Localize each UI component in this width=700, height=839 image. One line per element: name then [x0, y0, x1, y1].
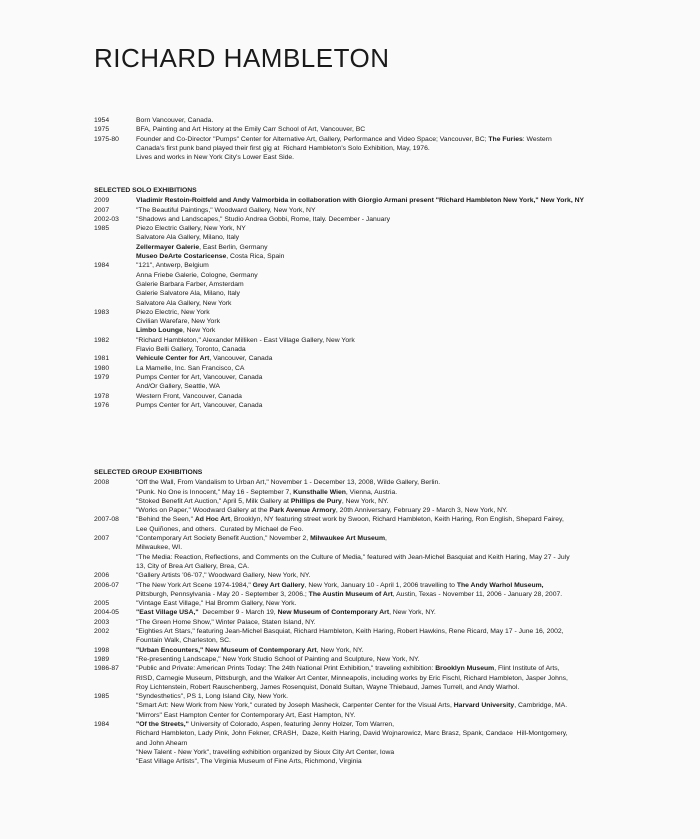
- entry-row: [94, 655, 684, 664]
- entry-text-part: Anna Friebe Galerie, Cologne, Germany: [136, 271, 258, 279]
- entry-text-bold: Vehicule Center for Art: [136, 355, 210, 363]
- entry-row: [94, 590, 684, 599]
- entry-row: [94, 382, 684, 391]
- entry-year: 1982: [94, 336, 110, 344]
- entry-text-part: Lives and works in New York City's Lower East Side.: [136, 154, 295, 162]
- entry-year: [94, 243, 136, 252]
- entry-row: [94, 562, 684, 571]
- entry-text-part: December 9 - March 19,: [198, 609, 278, 617]
- entry-text-part: , Costa Rica, Spain: [226, 253, 285, 261]
- entry-text-part: Founder and Co-Director "Pumps" Center for Alternative Art, Gallery, Performance and Video Space; Vancouver, BC;: [136, 135, 489, 143]
- entry-text-part: Galerie Salvatore Ala, Milano, Italy: [136, 290, 240, 298]
- entry-year: 1975: [94, 126, 110, 134]
- entry-year: [94, 757, 136, 766]
- entry-year: [94, 562, 136, 571]
- entry-text: [136, 224, 684, 233]
- entry-text-part: , Flint Institute of Arts,: [494, 665, 560, 673]
- entry-text: [136, 382, 684, 391]
- entry-year: [94, 280, 136, 289]
- entry-row: [94, 308, 684, 317]
- entry-text: [136, 553, 684, 562]
- entry-row: [94, 206, 684, 215]
- entry-text: [136, 720, 684, 729]
- entry-row: [94, 233, 684, 242]
- entry-row: [94, 618, 684, 627]
- entry-text: [136, 739, 684, 748]
- entry-text: [136, 562, 684, 571]
- entry-row: [94, 729, 684, 738]
- entry-text: [136, 674, 684, 683]
- entry-text: [136, 392, 684, 401]
- entry-row: [94, 125, 684, 134]
- entry-text-part: "Stoked Benefit Art Auction," April 5, Milk Gallery at: [136, 497, 291, 505]
- entry-text: [136, 748, 684, 757]
- entry-text-part: "Richard Hambleton," Alexander Milliken - East Village Gallery, New York: [136, 336, 355, 344]
- entry-year: [94, 488, 136, 497]
- entry-text-bold: Brooklyn Museum: [435, 665, 495, 673]
- entry-year: [94, 299, 136, 308]
- entry-year: [94, 271, 136, 280]
- entry-row: [94, 506, 684, 515]
- entry-year: 2006-07: [94, 581, 119, 589]
- entry-row: [94, 664, 684, 673]
- entry-row: [94, 692, 684, 701]
- entry-text-part: Pittsburgh, Pennsylvania - May 20 - September 3, 2006.;: [136, 590, 309, 598]
- entry-text: [136, 515, 684, 524]
- entry-text-part: BFA, Painting and Art History at the Emily Carr School of Art, Vancouver, BC: [136, 126, 366, 134]
- entry-text-part: "East Village Artists", The Virginia Museum of Fine Arts, Richmond, Virginia: [136, 758, 362, 766]
- entry-text: [136, 757, 684, 766]
- entry-year: [94, 729, 136, 738]
- entry-text: [136, 299, 684, 308]
- entry-year: [94, 674, 136, 683]
- entry-text: [136, 233, 684, 242]
- entry-text: [136, 364, 684, 373]
- entry-text: [136, 215, 684, 224]
- entry-text-part: , Austin, Texas - November 11, 2006 - January 28, 2007.: [392, 590, 563, 598]
- entry-text: [136, 543, 684, 552]
- entry-year: [94, 233, 136, 242]
- entry-year: 1976: [94, 401, 110, 409]
- entry-row: [94, 599, 684, 608]
- entry-text-part: "121", Antwerp, Belgium: [136, 262, 209, 270]
- entry-row: [94, 571, 684, 580]
- entry-year: 2002: [94, 628, 110, 636]
- entry-year: [94, 711, 136, 720]
- entry-row: [94, 373, 684, 382]
- entry-year: 2007: [94, 535, 110, 543]
- entry-text: [136, 488, 684, 497]
- entry-text: [136, 701, 684, 710]
- entry-year: [94, 748, 136, 757]
- entry-text-bold: Zellermayer Galerie: [136, 243, 200, 251]
- entry-text-bold: Ad Hoc Art: [194, 516, 231, 524]
- entry-row: [94, 534, 684, 543]
- entry-text: [136, 506, 684, 515]
- entry-text: [136, 581, 684, 590]
- entry-year: 1984: [94, 721, 110, 729]
- entry-text: [136, 308, 684, 317]
- entry-row: [94, 739, 684, 748]
- entry-text: [136, 125, 684, 134]
- entry-year: [94, 317, 136, 326]
- entry-text-part: Pumps Center for Art, Vancouver, Canada: [136, 401, 263, 409]
- entry-text-part: "Behind the Seen,": [136, 516, 195, 524]
- entry-year: 1983: [94, 308, 110, 316]
- entry-year: 1989: [94, 655, 110, 663]
- entry-year: [94, 497, 136, 506]
- entry-text-part: Piezo Electric Gallery, New York, NY: [136, 225, 246, 233]
- entry-text: [136, 401, 684, 410]
- entry-text-part: "Syndesthetics", PS 1, Long Island City, New York.: [136, 693, 289, 701]
- entry-text: [136, 534, 684, 543]
- entry-year: 2005: [94, 600, 110, 608]
- entry-text-bold: Kunsthalle Wien: [293, 488, 346, 496]
- entry-row: [94, 683, 684, 692]
- entry-year: 1984: [94, 262, 110, 270]
- entry-text-part: Western Front, Vancouver, Canada: [136, 392, 242, 400]
- entry-text-part: , New York: [182, 327, 216, 335]
- entry-text-bold: Phillips de Pury: [290, 497, 342, 505]
- entry-year: [94, 590, 136, 599]
- entry-text-part: La Mamelle, Inc. San Francisco, CA: [136, 364, 245, 372]
- entry-year: [94, 683, 136, 692]
- entry-text: [136, 373, 684, 382]
- entry-text-part: "Vintage East Village," Hal Bromm Gallery, New York.: [136, 600, 297, 608]
- entry-text-part: "The New York Art Scene 1974-1984,": [136, 581, 253, 589]
- entry-row: [94, 748, 684, 757]
- entry-text: [136, 354, 684, 363]
- entry-year: [94, 144, 136, 153]
- entry-row: [94, 711, 684, 720]
- entry-text-part: "Gallery Artists '06-'07," Woodward Gallery, New York, NY.: [136, 572, 311, 580]
- entry-text: [136, 636, 684, 645]
- entry-text-bold: New Museum of Contemporary Art: [205, 646, 317, 654]
- entry-text: [136, 336, 684, 345]
- entry-year: 1981: [94, 355, 110, 363]
- entry-text: [136, 711, 684, 720]
- entry-row: [94, 299, 684, 308]
- entry-text: [136, 729, 684, 738]
- entry-text-part: "The Green Home Show," Winter Palace, Staten Island, NY.: [136, 618, 316, 626]
- entry-year: [94, 345, 136, 354]
- entry-year: [94, 636, 136, 645]
- entry-row: [94, 608, 684, 617]
- entry-text-part: , 20th Anniversary, February 29 - March 3, New York, NY.: [335, 507, 508, 515]
- entry-text-part: "Smart Art: New Work from New York," curated by Joseph Masheck, Carpenter Center for the Visual Arts,: [136, 702, 454, 710]
- entry-text: [136, 243, 684, 252]
- entry-year: 2008: [94, 479, 110, 487]
- entry-row: [94, 581, 684, 590]
- entry-text-bold: Museo DeArte Costaricense: [136, 253, 227, 261]
- entry-text-part: : Western: [522, 135, 552, 143]
- entry-year: 1998: [94, 646, 110, 654]
- solo-exhibitions-heading: SELECTED SOLO EXHIBITIONS: [94, 187, 197, 194]
- entry-text: [136, 664, 684, 673]
- entry-year: 1986-87: [94, 665, 119, 673]
- entry-row: [94, 280, 684, 289]
- entry-year: [94, 553, 136, 562]
- entry-text: [136, 608, 684, 617]
- entry-text-part: Canada's first punk band played their first gig at Richard Hambleton's Solo Exhibition, May, 1976.: [136, 144, 430, 152]
- entry-text-part: "Public and Private: American Prints Today: The 24th National Print Exhibition," traveling exhibition:: [136, 665, 436, 673]
- entry-text-bold: "East Village USA,": [136, 609, 199, 617]
- entry-text-part: , New York, NY.: [341, 497, 389, 505]
- entry-year: [94, 701, 136, 710]
- entry-text-part: , East Berlin, Germany: [199, 243, 268, 251]
- entry-row: [94, 364, 684, 373]
- group-exhibitions-section: [94, 468, 684, 767]
- entry-text: [136, 646, 684, 655]
- entry-text-part: , New York, NY.: [316, 646, 364, 654]
- entry-text: [136, 317, 684, 326]
- entry-year: [94, 543, 136, 552]
- entry-text-bold: The Furies: [488, 135, 523, 143]
- entry-year: [94, 382, 136, 391]
- entry-row: [94, 144, 684, 153]
- entry-row: [94, 317, 684, 326]
- entry-year: 1985: [94, 693, 110, 701]
- entry-text: [136, 571, 684, 580]
- entry-year: 1954: [94, 117, 110, 124]
- entry-row: [94, 478, 684, 487]
- entry-year: 1979: [94, 373, 110, 381]
- entry-year: 1980: [94, 364, 110, 372]
- entry-row: [94, 215, 684, 224]
- entry-row: [94, 720, 684, 729]
- entry-text-part: "Punk. No One is Innocent," May 16 - September 7,: [136, 488, 294, 496]
- entry-text: [136, 618, 684, 627]
- entry-text-bold: Park Avenue Armory: [269, 507, 336, 515]
- entry-text: [136, 590, 684, 599]
- entry-text-part: Galerie Barbara Farber, Amsterdam: [136, 280, 244, 288]
- entry-text: [136, 144, 684, 153]
- entry-row: [94, 674, 684, 683]
- entry-row: [94, 336, 684, 345]
- entry-year: 2003: [94, 618, 110, 626]
- entry-text-part: "Re-presenting Landscape," New York Studio School of Painting and Sculpture, New York, NY.: [136, 655, 420, 663]
- entry-text-part: Flavio Belli Gallery, Toronto, Canada: [136, 346, 246, 354]
- entry-year: 1978: [94, 392, 110, 400]
- entry-year: [94, 506, 136, 515]
- entry-row: [94, 354, 684, 363]
- entry-text-part: Roy Lichtenstein, Robert Rauschenberg, James Rosenquist, Donald Sultan, Wayne Thiebaud, James Turrell, and Andy Warhol.: [136, 683, 520, 691]
- entry-text-bold: "Urban Encounters,": [136, 646, 204, 654]
- entry-text-bold: New Museum of Contemporary Art: [277, 609, 390, 617]
- entry-text-part: And/Or Gallery, Seattle, WA: [136, 383, 220, 391]
- entry-year: 1975-80: [94, 135, 119, 143]
- entry-text-bold: Grey Art Gallery: [252, 581, 305, 589]
- group-exhibitions-heading: SELECTED GROUP EXHIBITIONS: [94, 469, 203, 476]
- entry-text-part: University of Colorado, Aspen, featuring Jenny Holzer, Tom Warren,: [188, 721, 395, 729]
- entry-text-part: , Vienna, Austria.: [345, 488, 398, 496]
- entry-text-part: "Off the Wall, From Vandalism to Urban Art," November 1 - December 13, 2008, Wilde Gallery, Berlin.: [136, 479, 441, 487]
- entry-year: 2006: [94, 572, 110, 580]
- entry-text-part: , Vancouver, Canada: [209, 355, 273, 363]
- entry-row: [94, 497, 684, 506]
- entry-row: [94, 345, 684, 354]
- entry-text: [136, 135, 684, 144]
- entry-text-part: RISD, Carnegie Museum, Pittsburgh, and the Walker Art Center, Minneapolis, including works by Eric Fischl, Richard Hambleton, Jasper Johns,: [136, 674, 568, 682]
- entry-row: [94, 196, 684, 205]
- entry-text: [136, 525, 684, 534]
- entry-text-part: , Brooklyn, NY featuring street work by Swoon, Richard Hambleton, Keith Haring, Ron English, Shepard Fairey,: [230, 516, 564, 524]
- entry-text-part: Milwaukee, WI.: [136, 544, 183, 552]
- entry-text-part: "Contemporary Art Society Benefit Auction," November 2,: [136, 535, 311, 543]
- entry-text: [136, 497, 684, 506]
- entry-text-bold: Vladimir Restoin-Roitfeld and Andy Valmorbida in collaboration with Giorgio Armani present "Richard Hambleton New York," New York, NY: [136, 197, 585, 205]
- entry-text-part: "The Beautiful Paintings," Woodward Gallery, New York, NY: [136, 206, 316, 214]
- solo-exhibitions-list: [94, 196, 684, 410]
- entry-row: [94, 627, 684, 636]
- entry-text-part: 13, City of Brea Art Gallery, Brea, CA.: [136, 562, 250, 570]
- entry-text: [136, 196, 684, 205]
- entry-row: [94, 243, 684, 252]
- entry-text-part: , New York, January 10 - April 1, 2006 travelling to: [304, 581, 457, 589]
- entry-year: 1985: [94, 225, 110, 233]
- entry-text: [136, 261, 684, 270]
- entry-row: [94, 636, 684, 645]
- entry-row: [94, 224, 684, 233]
- entry-text-bold: Harvard University: [453, 702, 515, 710]
- entry-text-part: "Eighties Art Stars," featuring Jean-Michel Basquiat, Richard Hambleton, Keith Haring, Robert Hawkins, Rene Ricard, May 17 - June 16, 2002,: [136, 628, 564, 636]
- bio-list: [94, 116, 684, 162]
- page-title: RICHARD HAMBLETON: [94, 43, 390, 73]
- entry-text: [136, 683, 684, 692]
- entry-year: 2007-08: [94, 516, 119, 524]
- entry-text: [136, 271, 684, 280]
- entry-text: [136, 206, 684, 215]
- entry-year: 2004-05: [94, 609, 119, 617]
- entry-year: 2002-03: [94, 215, 119, 223]
- entry-row: [94, 271, 684, 280]
- entry-row: [94, 289, 684, 298]
- entry-year: [94, 525, 136, 534]
- entry-row: [94, 116, 684, 125]
- entry-text-bold: Milwaukee Art Museum: [310, 535, 385, 543]
- entry-row: [94, 252, 684, 261]
- entry-year: [94, 153, 136, 162]
- entry-text-part: Fountain Walk, Charleston, SC.: [136, 637, 231, 645]
- entry-row: [94, 401, 684, 410]
- entry-year: 2007: [94, 206, 110, 214]
- entry-text-part: "Works on Paper," Woodward Gallery at the: [136, 507, 270, 515]
- entry-row: [94, 261, 684, 270]
- entry-year: 2009: [94, 197, 110, 205]
- entry-text-part: "New Talent - New York", travelling exhibition organized by Sioux City Art Center, Iowa: [136, 748, 395, 756]
- entry-row: [94, 543, 684, 552]
- entry-text-part: "Shadows and Landscapes," Studio Andrea Gobbi, Rome, Italy. December - January: [136, 215, 391, 223]
- entry-text-part: Salvatore Ala Gallery, New York: [136, 299, 232, 307]
- entry-text: [136, 326, 684, 335]
- entry-text-part: Civilian Warefare, New York: [136, 318, 220, 326]
- entry-text-part: , New York, NY.: [389, 609, 436, 617]
- entry-text: [136, 692, 684, 701]
- entry-text-part: ,: [385, 535, 387, 543]
- entry-text-part: Richard Hambleton, Lady Pink, John Fekner, CRASH, Daze, Keith Haring, David Wojnarowicz, Marc Brasz, Spank, Candace Hill-Montgomery,: [136, 730, 568, 738]
- entry-text-part: "The Media: Reaction, Reflections, and Comments on the Culture of Media," featured with Jean-Michel Basquiat and Keith Haring, May 27 - July: [136, 553, 570, 561]
- entry-row: [94, 701, 684, 710]
- entry-text-part: Salvatore Ala Gallery, Milano, Italy: [136, 234, 240, 242]
- entry-text: [136, 478, 684, 487]
- entry-text-bold: The Austin Museum of Art: [308, 590, 393, 598]
- entry-text: [136, 627, 684, 636]
- entry-row: [94, 153, 684, 162]
- entry-text-bold: "Of the Streets,": [136, 721, 189, 729]
- entry-text-bold: Limbo Lounge: [136, 327, 183, 335]
- entry-row: [94, 553, 684, 562]
- entry-text: [136, 345, 684, 354]
- entry-text: [136, 153, 684, 162]
- entry-text-part: and John Ahearn: [136, 739, 188, 747]
- entry-text: [136, 252, 684, 261]
- entry-row: [94, 488, 684, 497]
- entry-text: [136, 599, 684, 608]
- entry-text: [136, 655, 684, 664]
- entry-row: [94, 135, 684, 144]
- entry-text-bold: The Andy Warhol Museum,: [456, 581, 544, 589]
- entry-row: [94, 646, 684, 655]
- entry-year: [94, 252, 136, 261]
- entry-row: [94, 392, 684, 401]
- entry-text: [136, 116, 684, 125]
- entry-text-part: Pumps Center for Art, Vancouver, Canada: [136, 373, 263, 381]
- entry-year: [94, 289, 136, 298]
- entry-text-part: Piezo Electric, New York: [136, 308, 210, 316]
- entry-text-part: "Mirrors" East Hampton Center for Contemporary Art, East Hampton, NY.: [136, 711, 356, 719]
- entry-text-part: Born Vancouver, Canada.: [136, 117, 214, 124]
- entry-text-part: , Cambridge, MA.: [514, 702, 568, 710]
- solo-exhibitions-section: [94, 186, 684, 410]
- entry-text: [136, 280, 684, 289]
- entry-year: [94, 326, 136, 335]
- entry-year: [94, 739, 136, 748]
- entry-row: [94, 326, 684, 335]
- entry-text: [136, 289, 684, 298]
- bio-section: [94, 116, 684, 162]
- entry-row: [94, 525, 684, 534]
- entry-row: [94, 757, 684, 766]
- entry-row: [94, 515, 684, 524]
- group-exhibitions-list: [94, 478, 684, 766]
- entry-text-part: Lee Quiñones, and others. Curated by Michael de Feo.: [136, 525, 304, 533]
